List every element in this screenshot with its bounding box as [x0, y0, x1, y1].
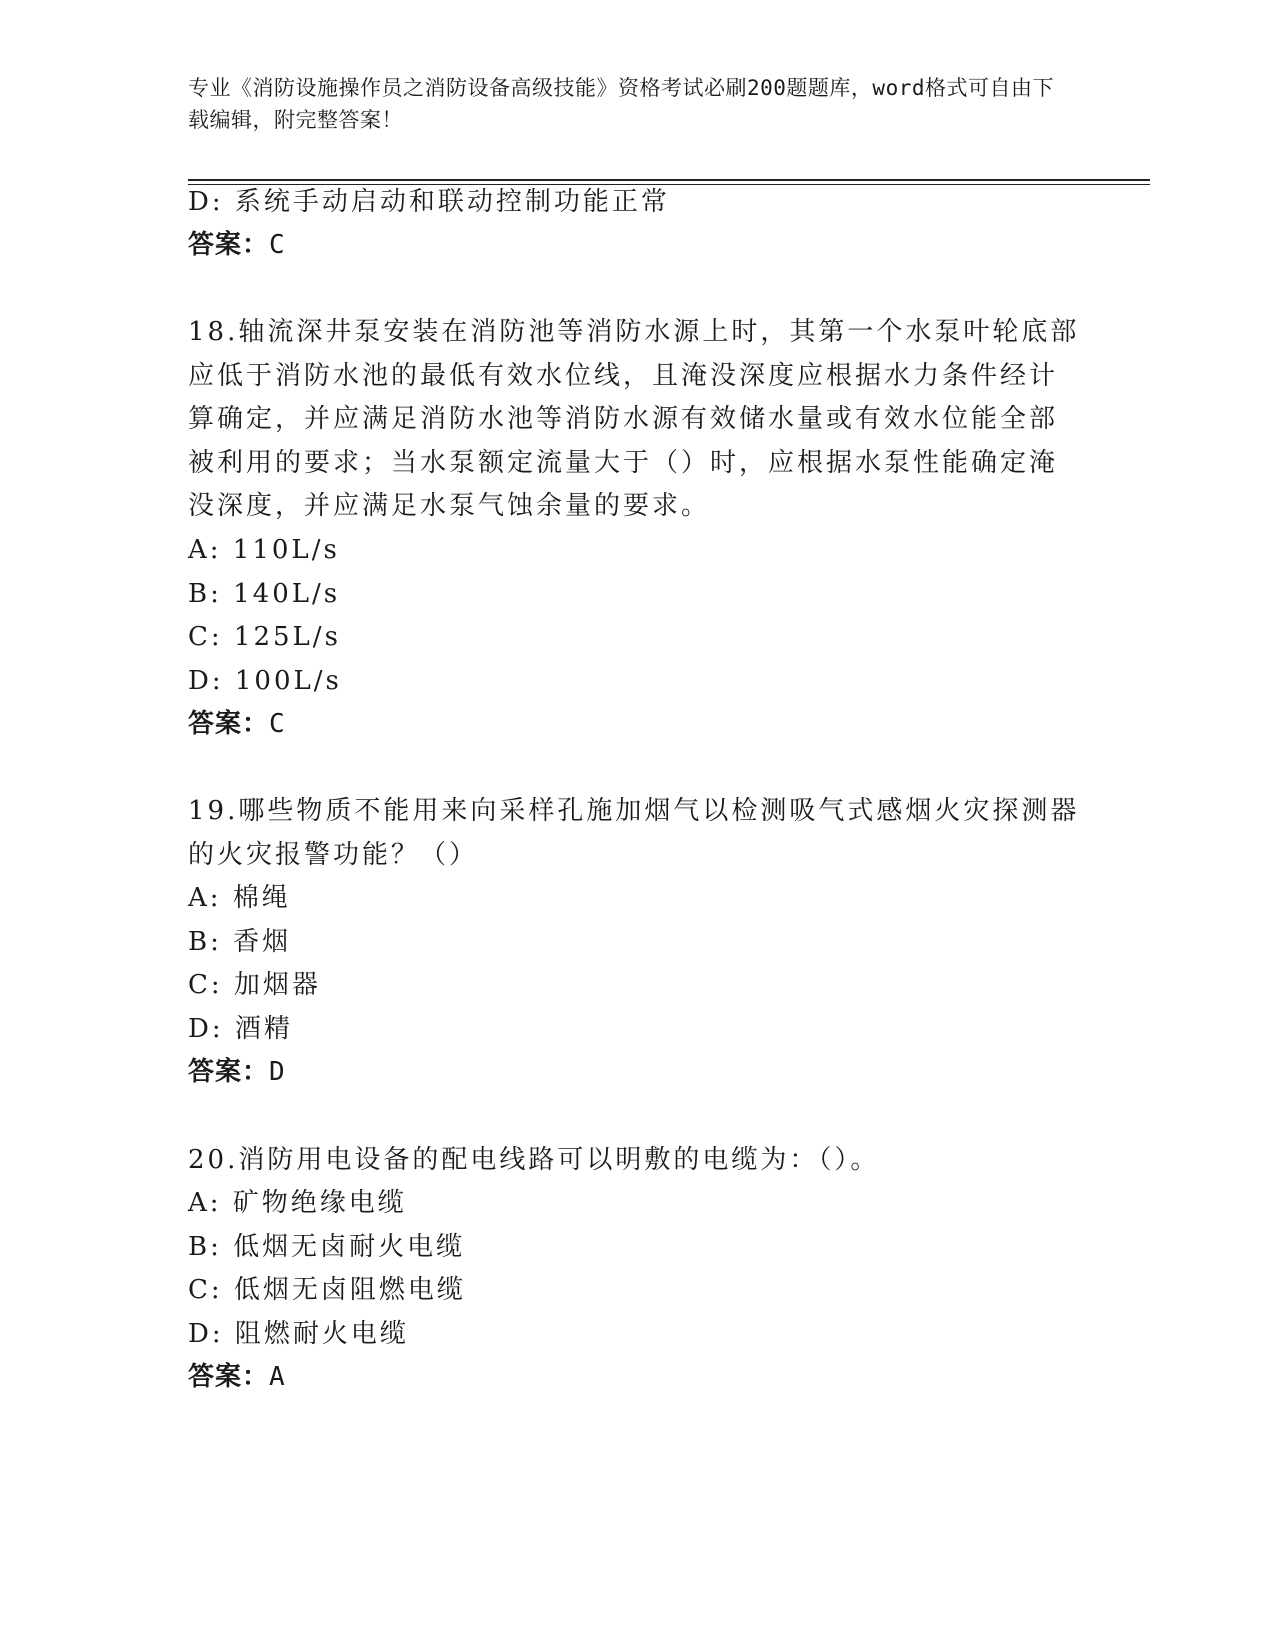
- q18-line-3: 算确定，并应满足消防水池等消防水源有效储水量或有效水位能全部: [188, 404, 1059, 434]
- q19-option-d: D: 酒精: [188, 1014, 293, 1044]
- q20-option-d: D: 阻燃耐火电缆: [188, 1319, 409, 1349]
- q19-option-a: A: 棉绳: [188, 883, 291, 913]
- document-header: 专业《消防设施操作员之消防设备高级技能》资格考试必刷200题题库，word格式可自由下载编辑，附完整答案！: [188, 76, 1054, 132]
- q20-option-c: C: 低烟无卤阻燃电缆: [188, 1275, 466, 1305]
- q18-line-4: 被利用的要求；当水泵额定流量大于（）时，应根据水泵性能确定淹: [188, 448, 1059, 478]
- answer-label: 答案：: [188, 230, 270, 260]
- q18-option-a: A: 110L/s: [188, 535, 340, 565]
- q18-answer: [188, 707, 286, 741]
- answer-value: D: [269, 1057, 286, 1087]
- q19-line-1: 19.哪些物质不能用来向采样孔施加烟气以检测吸气式感烟火灾探测器: [188, 796, 1080, 826]
- answer-value: A: [269, 1362, 286, 1392]
- q18-line-1: 18.轴流深井泵安装在消防池等消防水源上时，其第一个水泵叶轮底部: [188, 317, 1080, 347]
- q20-answer: [188, 1360, 286, 1394]
- q18-option-d: D: 100L/s: [188, 666, 342, 696]
- q19-answer: [188, 1055, 286, 1089]
- q18-option-c: C: 125L/s: [188, 622, 341, 652]
- q19-option-b: B: 香烟: [188, 927, 292, 957]
- answer-label: 答案：: [188, 1362, 270, 1392]
- answer-label: 答案：: [188, 709, 270, 739]
- q18-line-5: 没深度，并应满足水泵气蚀余量的要求。: [188, 491, 711, 521]
- prev-option-d: D: 系统手动启动和联动控制功能正常: [188, 187, 670, 217]
- q19-option-c: C: 加烟器: [188, 970, 321, 1000]
- answer-value: C: [269, 709, 286, 739]
- q20-line-1: 20.消防用电设备的配电线路可以明敷的电缆为：（）。: [188, 1145, 880, 1175]
- header-divider: [188, 179, 1150, 181]
- q20-option-b: B: 低烟无卤耐火电缆: [188, 1232, 466, 1262]
- prev-answer: [188, 228, 286, 262]
- q18-line-2: 应低于消防水池的最低有效水位线，且淹没深度应根据水力条件经计: [188, 361, 1059, 391]
- answer-label: 答案：: [188, 1057, 270, 1087]
- answer-value: C: [269, 230, 286, 260]
- q19-line-2: 的火灾报警功能？（）: [188, 840, 479, 870]
- q18-option-b: B: 140L/s: [188, 579, 341, 609]
- q20-option-a: A: 矿物绝缘电缆: [188, 1188, 407, 1218]
